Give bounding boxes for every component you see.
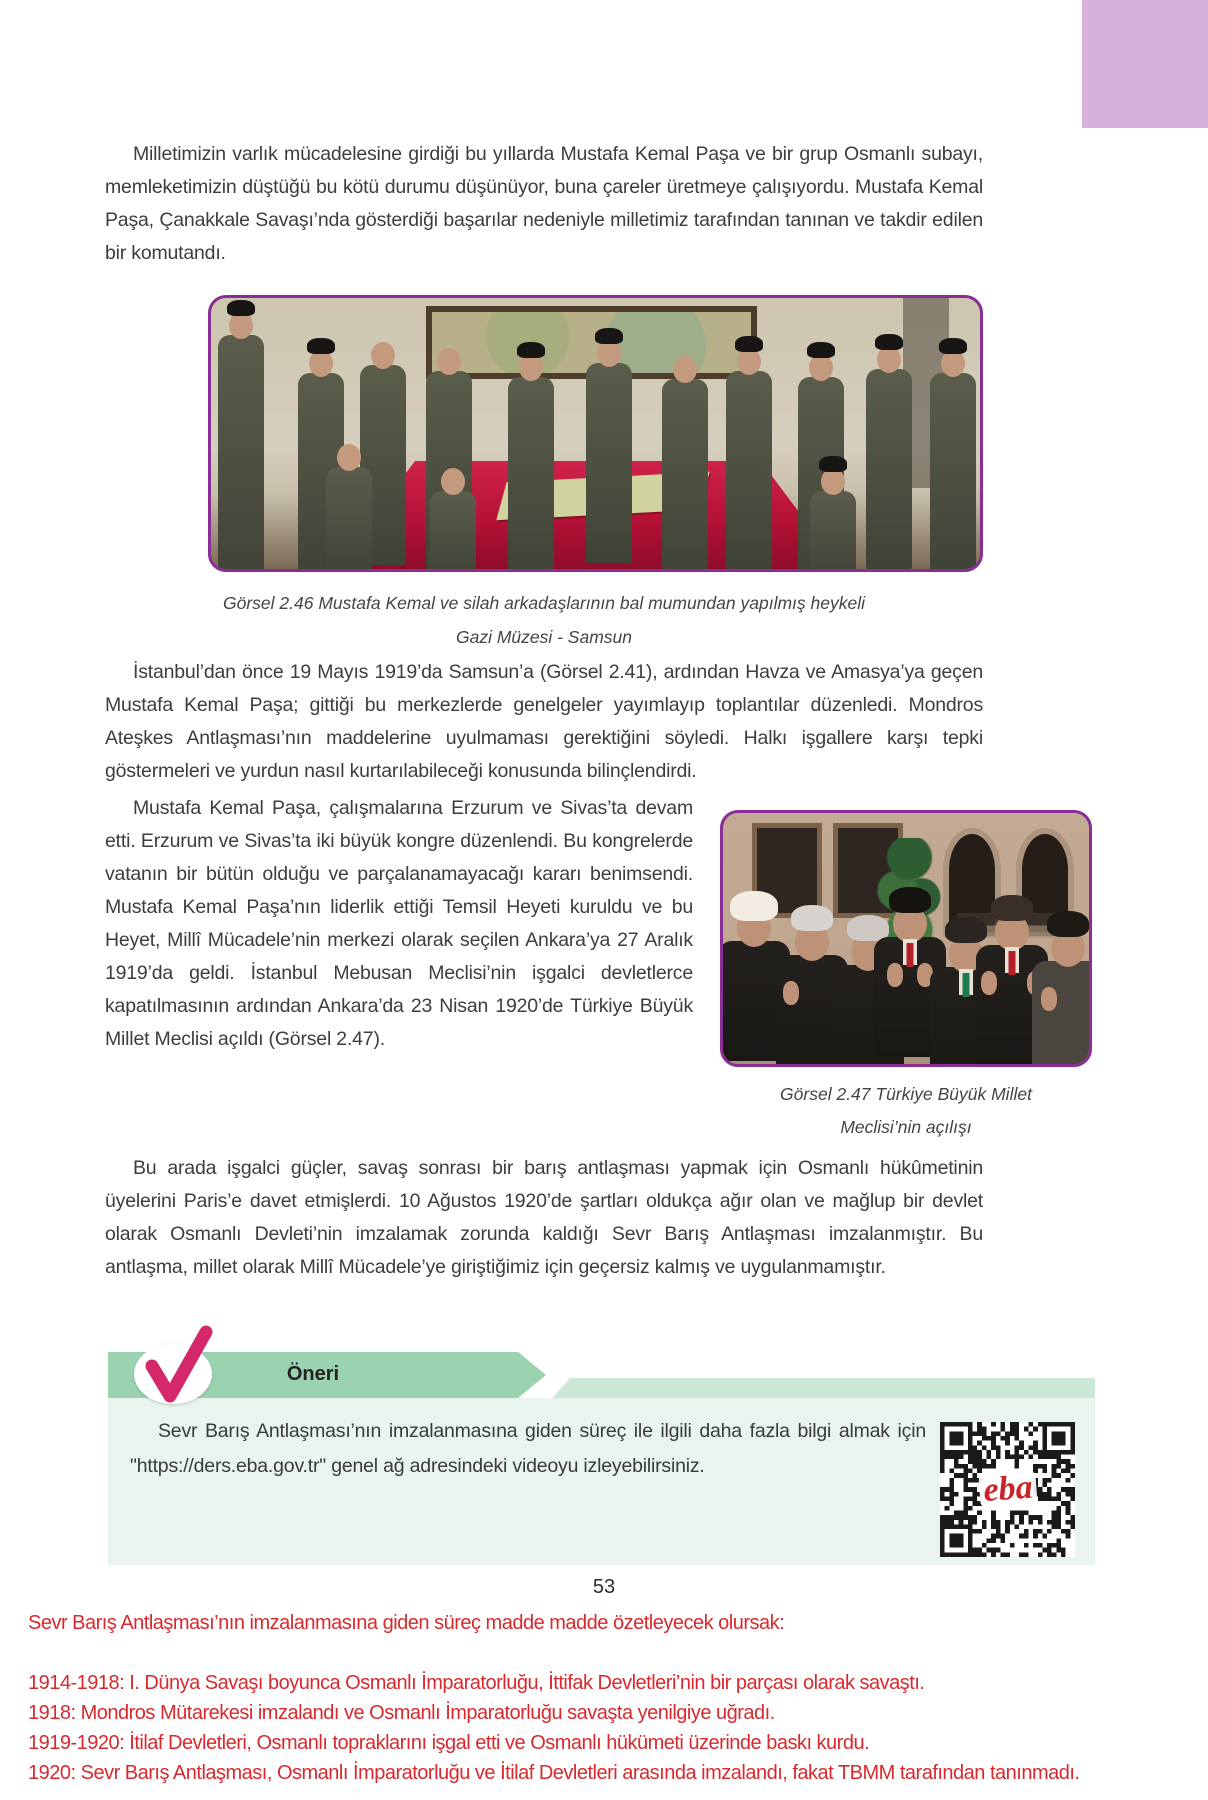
caption-line: Görsel 2.46 Mustafa Kemal ve silah arkadaşlarının bal mumundan yapılmış heykeli xyxy=(223,593,865,613)
wax-figure xyxy=(659,356,711,572)
annotation-intro: Sevr Barış Antlaşması’nın imzalanmasına giden süreç madde madde özetleyecek olursak: xyxy=(28,1612,785,1634)
paragraph-kongreler: Mustafa Kemal Paşa, çalışmalarına Erzurum ve Sivas’ta devam etti. Erzurum ve Sivas’ta iki büyük kongre düzenlendi. Bu kongrelerde vatanın bir bütün olduğu ve parçalanamayacağı kararı benimsendi. Mustafa Kemal Paşa’nın liderlik ettiği Temsil Heyeti kuruldu ve bu Heyet, Millî Mücadele’nin merkezi olarak seçilen Ankara’ya 27 Aralık 1919’da geldi. İstanbul Mebusan Meclisi’nin işgalci devletlerce kapatılmasının ardından Ankara’da 23 Nisan 1920’de Türkiye Büyük Millet Meclisi açıldı (Görsel 2.47). xyxy=(105,797,693,1050)
wax-figure-seated xyxy=(807,468,859,572)
suggestion-text: Sevr Barış Antlaşması’nın imzalanmasına giden süreç ile ilgili daha fazla bilgi almak için "https://ders.eba.gov.tr" genel ağ adresindeki videoyu izleyebilirsiniz. xyxy=(130,1420,926,1477)
eba-logo: eba xyxy=(978,1469,1037,1509)
suggestion-banner-tail xyxy=(552,1378,1095,1398)
caption-line: Gazi Müzesi - Samsun xyxy=(455,627,633,647)
page-number: 53 xyxy=(592,1576,616,1598)
timeline-item: 1914-1918: I. Dünya Savaşı boyunca Osmanlı İmparatorluğu, İttifak Devletleri’nin bir parçası olarak savaştı. xyxy=(28,1672,925,1694)
annotation-timeline xyxy=(28,1668,1198,1788)
figure-2-46-photo xyxy=(208,295,983,572)
wax-figure xyxy=(723,348,775,571)
timeline-item: 1918: Mondros Mütarekesi imzalandı ve Osmanlı İmparatorluğu savaşta yenilgiye uğradı. xyxy=(28,1702,775,1724)
suggestion-title: Öneri xyxy=(286,1363,340,1385)
timeline-item: 1919-1920: İtilaf Devletleri, Osmanlı topraklarını işgal etti ve Osmanlı hükümeti üzerinde baskı kurdu. xyxy=(28,1732,870,1754)
wax-figure xyxy=(583,340,635,563)
figure-2-47-photo xyxy=(720,810,1092,1067)
wax-figure-seated xyxy=(427,468,479,572)
paragraph-sevr: Bu arada işgalci güçler, savaş sonrası bir barış antlaşması yapmak için Osmanlı hükûmetinin üyelerini Paris’e davet etmişlerdi. 10 Ağustos 1920’de şartları oldukça ağır olan ve mağlup bir devlet olarak Osmanlı Devleti’nin imzalamak zorunda kaldığı Sevr Barış Antlaşması imzalanmıştır. Bu antlaşma, millet olarak Millî Mücadele’ye giriştiğimiz için geçersiz kalmış ve uygulanmamıştır. xyxy=(105,1157,983,1278)
paragraph-samsun: İstanbul’dan önce 19 Mayıs 1919’da Samsun’a (Görsel 2.41), ardından Havza ve Amasya’ya geçen Mustafa Kemal Paşa; gittiği bu merkezlerde genelgeler yayımlayıp toplantılar düzenledi. Mondros Ateşkes Antlaşması’nın maddelerine uyulmaması gerektiğini söyledi. Halkı işgallere karşı tepki göstermeleri ve yurdun nasıl kurtarılabileceği konusunda bilinçlendirdi. xyxy=(105,661,983,782)
wax-figure xyxy=(215,312,267,572)
wax-figure xyxy=(505,354,557,572)
caption-line: Meclisi’nin açılışı xyxy=(840,1117,972,1137)
corner-decoration xyxy=(1082,0,1208,128)
wax-figure-seated xyxy=(323,444,375,572)
wax-figure xyxy=(927,350,979,572)
caption-line: Görsel 2.47 Türkiye Büyük Millet xyxy=(780,1084,1032,1104)
figure-2-47-caption xyxy=(690,1078,1122,1144)
paragraph-intro: Milletimizin varlık mücadelesine girdiği bu yıllarda Mustafa Kemal Paşa ve bir grup Osmanlı subayı, memleketimizin düştüğü bu kötü durumu düşünüyor, buna çareler üretmeye çalışıyordu. Mustafa Kemal Paşa, Çanakkale Savaşı’nda gösterdiği başarılar nedeniyle milletimiz tarafından tanınan ve takdir edilen bir komutandı. xyxy=(105,143,983,264)
timeline-item: 1920: Sevr Barış Antlaşması, Osmanlı İmparatorluğu ve İtilaf Devletleri arasında imzalandı, fakat TBMM tarafından tanınmadı. xyxy=(28,1762,1080,1784)
wax-figure xyxy=(863,346,915,569)
figure-2-46-caption xyxy=(105,586,983,654)
crowd-figure xyxy=(1031,929,1092,1067)
qr-code[interactable] xyxy=(940,1422,1075,1557)
